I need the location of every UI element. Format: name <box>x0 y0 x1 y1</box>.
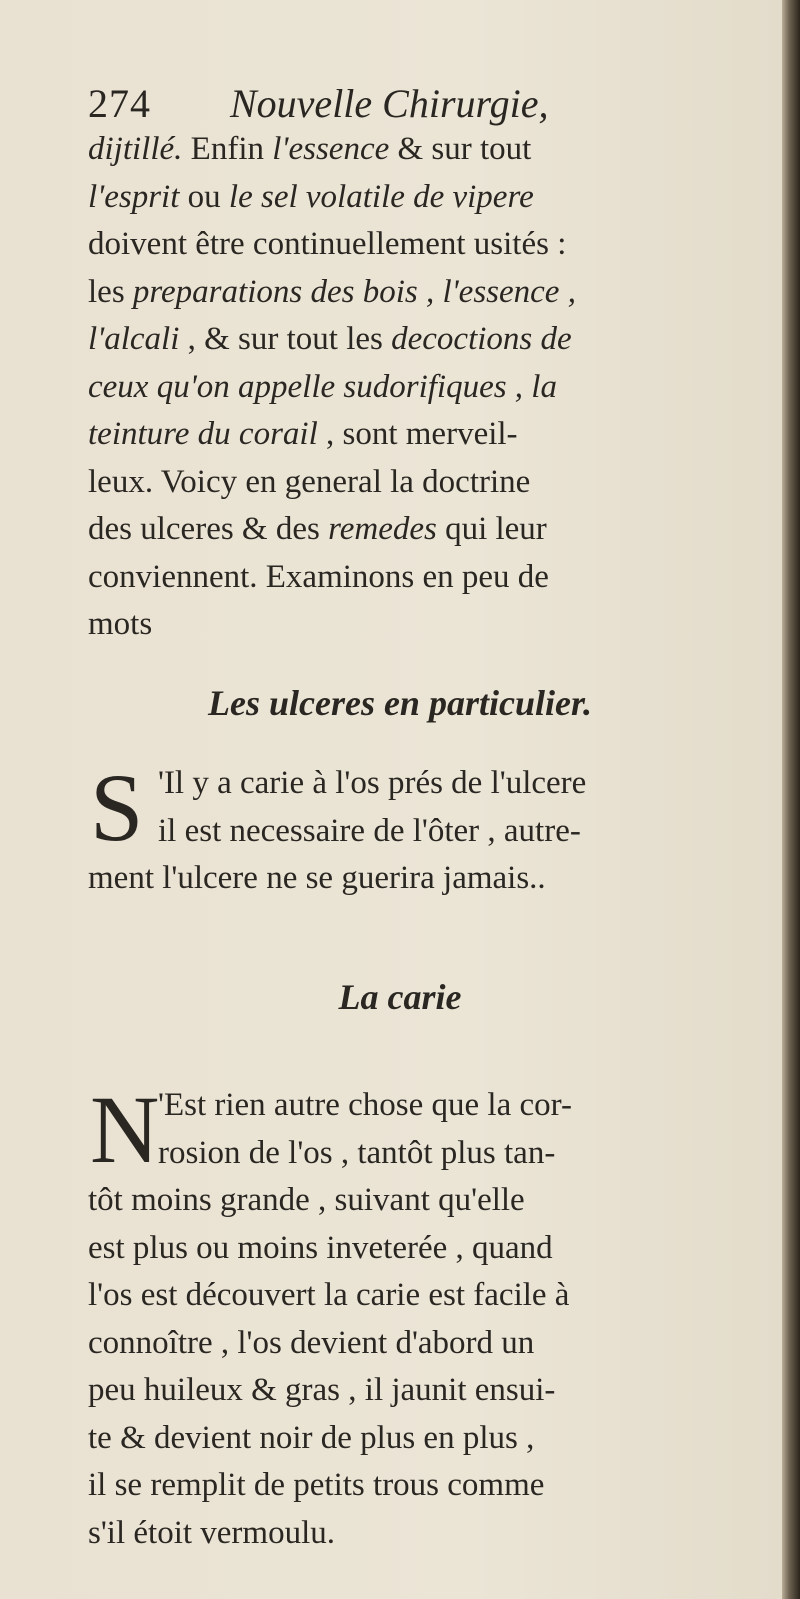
text-line: leux. Voicy en general la doctrine <box>88 463 531 500</box>
text-line: l'esprit ou le sel volatile de vipere <box>88 178 534 215</box>
text-line: connoître , l'os devient d'abord un <box>88 1324 535 1361</box>
text-line: l'alcali , & sur tout les decoctions de <box>88 321 572 357</box>
text-line: te & devient noir de plus en plus , <box>88 1419 535 1456</box>
text-line: peu huileux & gras , il jaunit ensui- <box>88 1372 556 1408</box>
text-line: conviennent. Examinons en peu de <box>88 558 549 595</box>
text-line: doivent être continuellement usités : <box>88 226 567 262</box>
section-heading: Les ulceres en particulier. <box>208 683 592 723</box>
section-heading: La carie <box>338 977 462 1017</box>
page-binding-edge <box>782 0 800 1599</box>
text-line: 'Il y a carie à l'os prés de l'ulcere <box>158 765 587 801</box>
section-paragraph <box>88 754 720 903</box>
text-line: les preparations des bois , l'essence , <box>88 273 576 310</box>
text-line: l'os est découvert la carie est facile à <box>88 1277 570 1313</box>
text-line: ment l'ulcere ne se guerira jamais.. <box>88 860 546 896</box>
running-title: Nouvelle Chirurgie, <box>230 81 549 126</box>
text-line: rosion de l'os , tantôt plus tan- <box>158 1134 556 1171</box>
text-line: 'Est rien autre chose que la cor- <box>158 1087 572 1123</box>
text-line: teinture du corail , sont merveil- <box>88 416 518 452</box>
text-line: est plus ou moins inveterée , quand <box>88 1229 553 1266</box>
drop-cap: N <box>90 1076 160 1183</box>
text-line: tôt moins grande , suivant qu'elle <box>88 1182 525 1218</box>
paragraph-continuation <box>88 126 720 649</box>
page-number: 274 <box>88 81 151 126</box>
drop-cap: S <box>90 754 144 861</box>
text-line: dijtillé. Enfin l'essence & sur tout <box>88 131 532 167</box>
text-line: mots <box>88 606 153 642</box>
page-header <box>88 80 728 130</box>
text-line: des ulceres & des remedes qui leur <box>88 511 547 547</box>
section-paragraph <box>88 1076 720 1557</box>
text-line: ceux qu'on appelle sudorifiques , la <box>88 368 557 405</box>
text-line: s'il étoit vermoulu. <box>88 1514 336 1551</box>
text-line: il est necessaire de l'ôter , autre- <box>158 812 581 849</box>
text-line: il se remplit de petits trous comme <box>88 1467 545 1503</box>
